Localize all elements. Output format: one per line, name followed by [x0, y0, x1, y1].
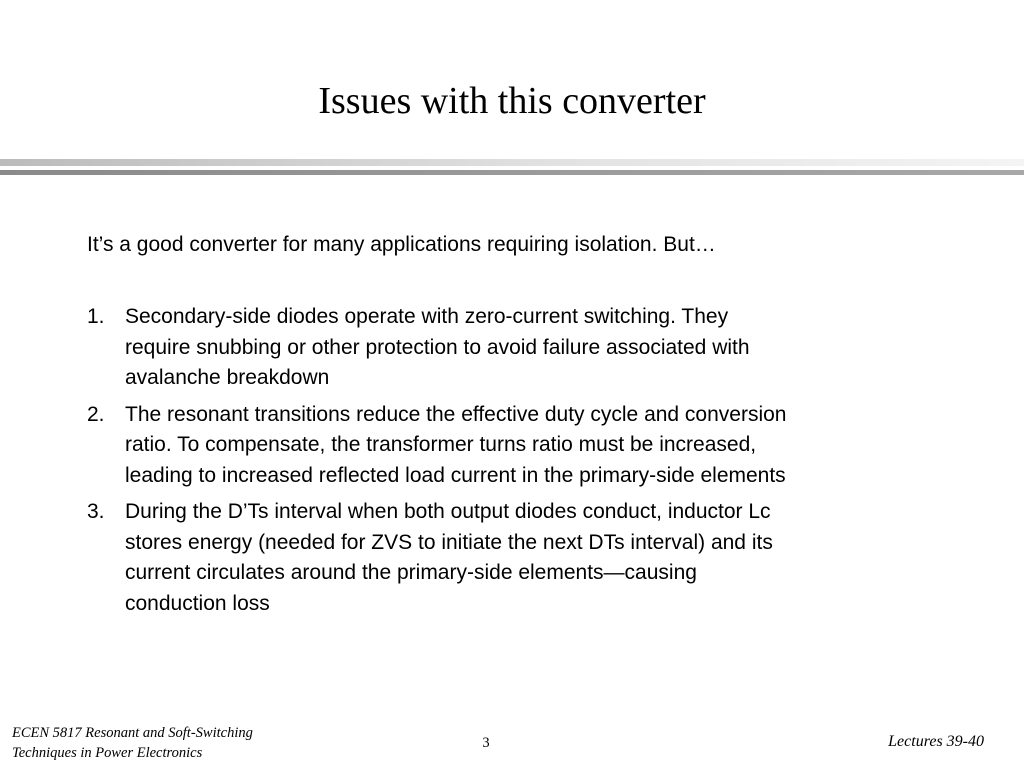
- footer-lectures: Lectures 39-40: [888, 733, 984, 750]
- list-item: [87, 302, 947, 394]
- item-number: 1.: [87, 305, 105, 328]
- list-item: [87, 497, 947, 619]
- footer-course-line: ECEN 5817 Resonant and Soft-Switching: [12, 725, 253, 741]
- item-line: leading to increased reflected load current in the primary-side elements: [125, 463, 786, 487]
- item-line: Secondary-side diodes operate with zero-current switching. They: [125, 305, 729, 328]
- item-line: stores energy (needed for ZVS to initiate the next DTs interval) and its: [125, 530, 773, 554]
- issues-list: [87, 302, 947, 625]
- list-item: [87, 400, 947, 492]
- item-line: The resonant transitions reduce the effective duty cycle and conversion: [125, 402, 787, 426]
- item-line: conduction loss: [125, 591, 270, 615]
- slide-title: Issues with this converter: [318, 80, 706, 122]
- item-line: ratio. To compensate, the transformer turns ratio must be increased,: [125, 433, 757, 456]
- item-number: 3.: [87, 500, 105, 523]
- footer-course-line: Techniques in Power Electronics: [12, 745, 203, 761]
- page-number: 3: [482, 735, 490, 751]
- title-divider-light: [0, 159, 1024, 166]
- item-line: current circulates around the primary-side elements—causing: [125, 561, 697, 584]
- item-line: avalanche breakdown: [125, 366, 330, 389]
- item-line: require snubbing or other protection to avoid failure associated with: [125, 335, 750, 359]
- item-line: During the D’Ts interval when both output diodes conduct, inductor Lc: [125, 500, 771, 523]
- title-divider-dark: [0, 170, 1024, 175]
- intro-text: It’s a good converter for many applications requiring isolation. But…: [87, 233, 716, 256]
- item-number: 2.: [87, 402, 105, 426]
